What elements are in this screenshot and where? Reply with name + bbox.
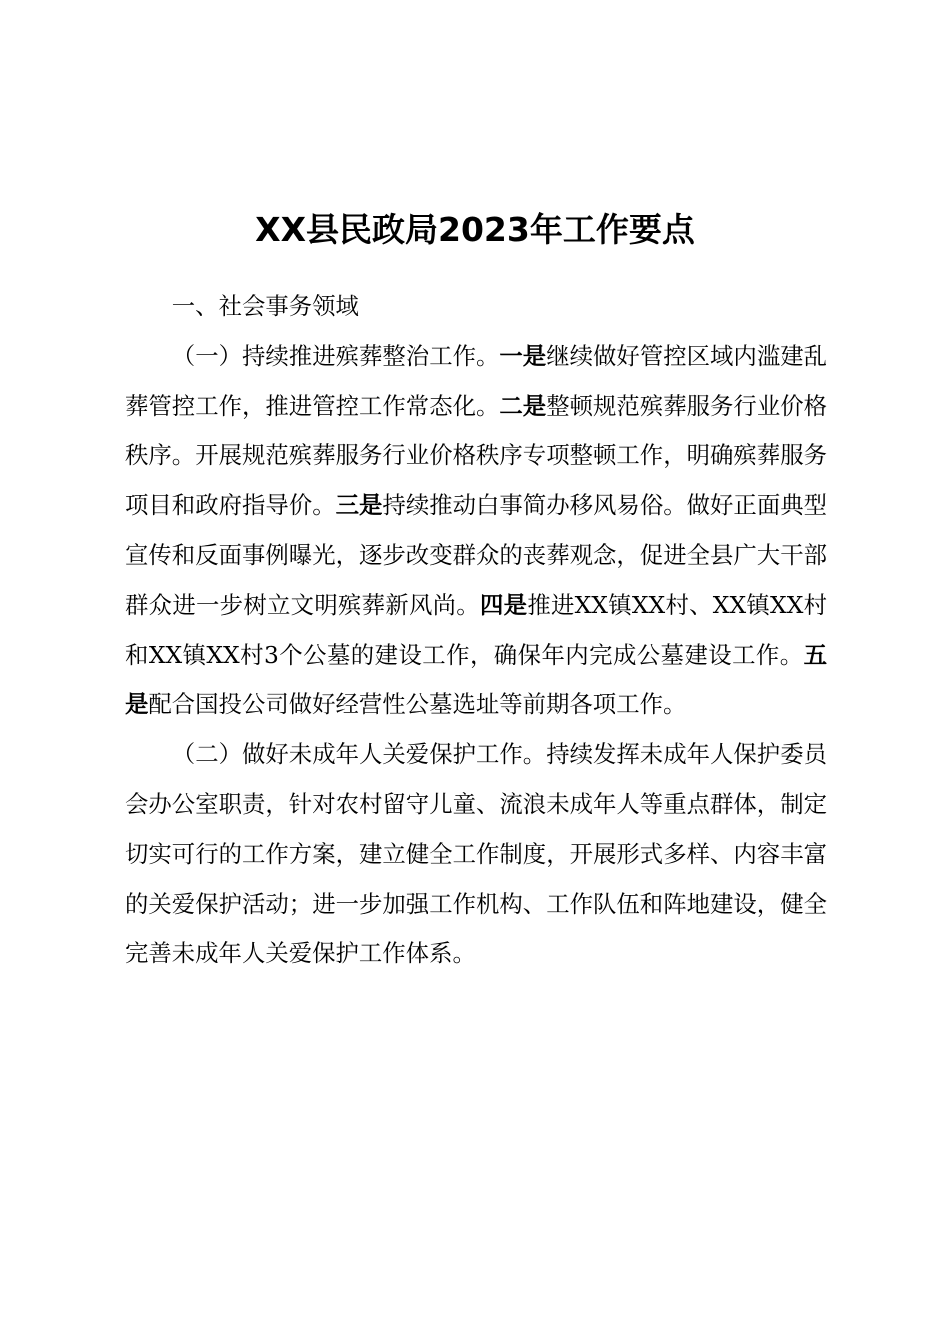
document-title: XX县民政局2023年工作要点 bbox=[255, 210, 695, 249]
point-text: 整顿规范殡葬服务行业价格秩序。开展规范殡葬服务行业价格秩序专项整顿工作，明确殡葬服务项目和政府指导价。 bbox=[125, 391, 828, 520]
point-label: 四是 bbox=[479, 590, 528, 619]
item-heading: （一）持续推进殡葬整治工作。 bbox=[171, 341, 500, 370]
paragraph-funeral-reform bbox=[125, 332, 827, 730]
document-body bbox=[125, 282, 827, 979]
point-text: 持续推动白事简办移风易俗。做好正面典型宣传和反面事例曝光，逐步改变群众的丧葬观念，促进全县广大干部群众进一步树立文明殡葬新风尚。 bbox=[125, 491, 828, 619]
point-text: 推进XX镇XX村、XX镇XX村和XX镇XX村3个公墓的建设工作，确保年内完成公墓建设工作。 bbox=[125, 590, 828, 669]
paragraph-minor-protection: （二）做好未成年人关爱保护工作。持续发挥未成年人保护委员会办公室职责，针对农村留守儿童、流浪未成年人等重点群体，制定切实可行的工作方案，建立健全工作制度，开展形式多样、内容丰富的关爱保护活动；进一步加强工作机构、工作队伍和阵地建设，健全完善未成年人关爱保护工作体系。 bbox=[125, 740, 827, 968]
point-label: 三是 bbox=[335, 491, 383, 520]
point-text: 配合国投公司做好经营性公墓选址等前期各项工作。 bbox=[148, 690, 687, 719]
point-label: 五是 bbox=[125, 640, 827, 719]
section-heading: 一、社会事务领域 bbox=[171, 292, 359, 320]
point-label: 二是 bbox=[499, 391, 547, 420]
point-text: 继续做好管控区域内滥建乱葬管控工作，推进管控工作常态化。 bbox=[125, 341, 828, 420]
point-label: 一是 bbox=[499, 341, 547, 370]
